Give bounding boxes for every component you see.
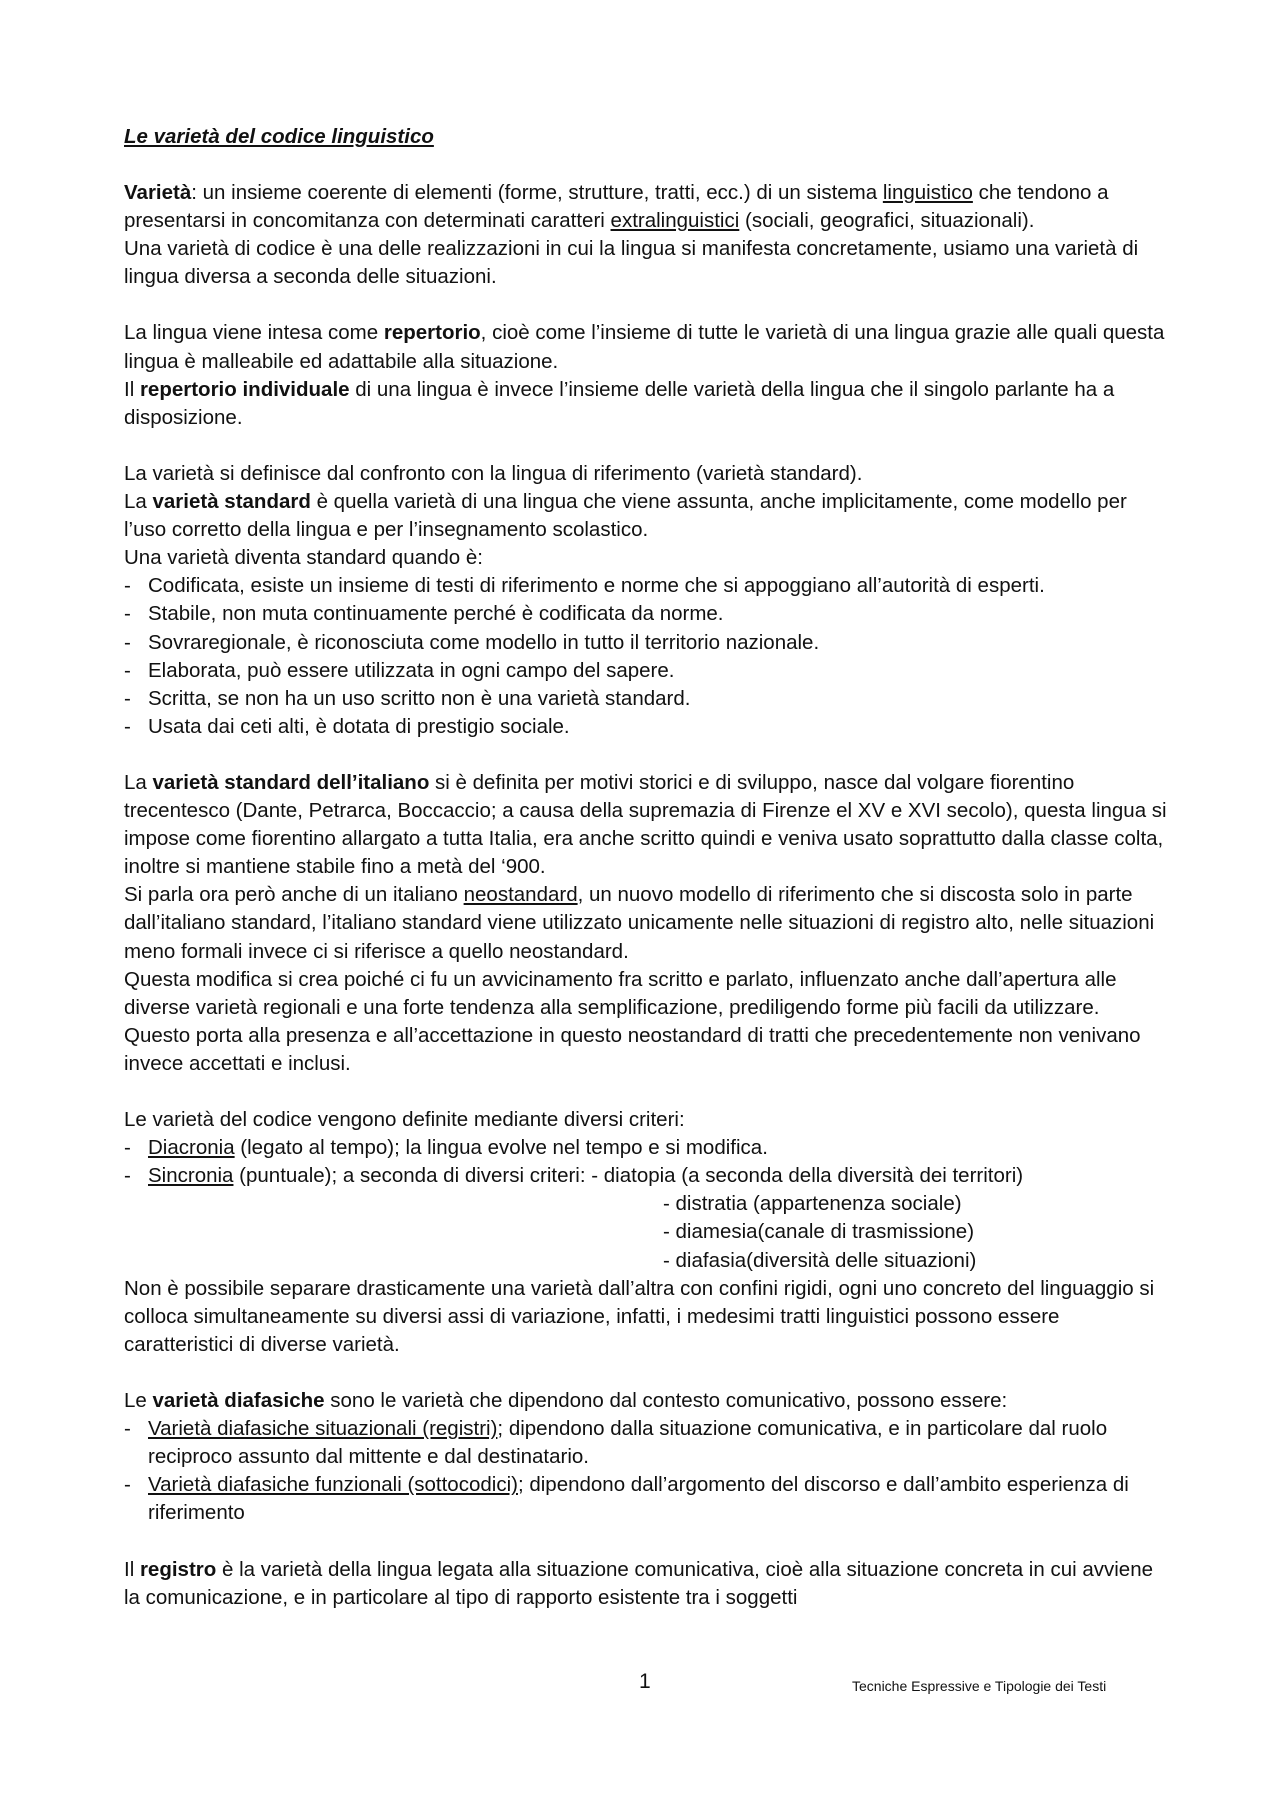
sub-criterion: - distratia (appartenenza sociale) <box>663 1192 962 1216</box>
list-item-diacronia: - Diacronia (legato al tempo); la lingua evolve nel tempo e si modifica. <box>124 1136 768 1160</box>
footer-course-title: Tecniche Espressive e Tipologie dei Testi <box>852 1678 1107 1694</box>
paragraph-varieta-standard: La varietà standard è quella varietà di una lingua che viene assunta, anche implicitamente, come modello per l’uso corretto della lingua e per l’insegnamento scolastico. <box>124 490 1127 542</box>
standard-criteria-list <box>124 572 1170 741</box>
paragraph-diafasiche: Le varietà diafasiche sono le varietà che dipendono dal contesto comunicativo, possono essere: <box>124 1389 1008 1413</box>
paragraph-neostandard: Si parla ora però anche di un italiano neostandard, un nuovo modello di riferimento che si discosta solo in parte dall’italiano standard, l’italiano standard viene utilizzato unicamente nelle situazioni di registro alto, nelle situazioni meno formali invece ci si riferisce a quello neostandard. <box>124 883 1155 963</box>
paragraph-separazione: Non è possibile separare drasticamente una varietà dall’altra con confini rigidi, ogni uno concreto del linguaggio si colloca simultaneamente su diversi assi di variazione, infatti, i medesimi tratti linguistici possono essere caratteristici di diverse varietà. <box>124 1276 1155 1356</box>
term-registri: Varietà diafasiche situazionali (registri) <box>148 1417 498 1441</box>
term-neostandard: neostandard <box>463 883 578 907</box>
term-standard-italiano: varietà standard dell’italiano <box>152 770 430 794</box>
term-diacronia: Diacronia <box>148 1136 235 1160</box>
paragraph-standard-quando: Una varietà diventa standard quando è: <box>124 546 484 570</box>
term-sincronia: Sincronia <box>148 1164 234 1188</box>
term-varieta-diafasiche: varietà diafasiche <box>152 1389 325 1413</box>
document-body <box>124 179 1170 1612</box>
paragraph-varieta-codice: Una varietà di codice è una delle realizzazioni in cui la lingua si manifesta concretamente, usiamo una varietà di lingua diversa a seconda delle situazioni. <box>124 237 1139 289</box>
list-item-registri: - Varietà diafasiche situazionali (registri); dipendono dalla situazione comunicativa, e in particolare dal ruolo reciproco assunto dal mittente e dal destinatario. <box>124 1417 1108 1469</box>
page-number: 1 <box>639 1670 651 1693</box>
term-varieta-standard: varietà standard <box>152 490 311 514</box>
term-repertorio-individuale: repertorio individuale <box>139 377 350 401</box>
list-item: - Codificata, esiste un insieme di testi di riferimento e norme che si appoggiano all’autorità di esperti. <box>124 574 1045 598</box>
term-sottocodici: Varietà diafasiche funzionali (sottocodici) <box>148 1473 518 1497</box>
paragraph-criteri: Le varietà del codice vengono definite mediante diversi criteri: <box>124 1108 685 1132</box>
sub-criterion: - diafasia(diversità delle situazioni) <box>663 1248 977 1272</box>
list-item-sincronia: - Sincronia (puntuale); a seconda di diversi criteri: - diatopia (a seconda della diversità dei territori) <box>124 1164 1024 1188</box>
list-item: - Usata dai ceti alti, è dotata di prestigio sociale. <box>124 714 570 738</box>
list-item: - Stabile, non muta continuamente perché è codificata da norme. <box>124 602 724 626</box>
list-item-sottocodici: - Varietà diafasiche funzionali (sottocodici); dipendono dall’argomento del discorso e dall’ambito esperienza di riferimento <box>124 1473 1129 1525</box>
list-item: - Elaborata, può essere utilizzata in ogni campo del sapere. <box>124 658 675 682</box>
document-title: Le varietà del codice linguistico <box>124 125 434 148</box>
term-varieta: Varietà <box>124 181 192 204</box>
paragraph-standard-italiano: La varietà standard dell’italiano si è definita per motivi storici e di sviluppo, nasce dal volgare fiorentino trecentesco (Dante, Petrarca, Boccaccio; a causa della supremazia di Firenze el XV e XVI secolo), questa lingua si impose come fiorentino allargato a tutta Italia, era anche scritto quindi e veniva usato soprattutto dalla classe colta, inoltre si mantiene stabile fino a metà del ‘900. <box>124 770 1167 879</box>
list-item: - Sovraregionale, è riconosciuta come modello in tutto il territorio nazionale. <box>124 630 820 654</box>
term-linguistico: linguistico <box>882 181 973 204</box>
paragraph-accettazione: Questo porta alla presenza e all’accettazione in questo neostandard di tratti che precedentemente non venivano invece accettati e inclusi. <box>124 1023 1141 1075</box>
paragraph-registro: Il registro è la varietà della lingua legata alla situazione comunicativa, cioè alla situazione concreta in cui avviene la comunicazione, e in particolare al tipo di rapporto esistente tra i soggetti <box>124 1557 1154 1609</box>
term-registro: registro <box>139 1557 217 1581</box>
sub-criterion: - diamesia(canale di trasmissione) <box>663 1220 975 1244</box>
list-item: - Scritta, se non ha un uso scritto non è una varietà standard. <box>124 686 691 710</box>
term-repertorio: repertorio <box>383 321 481 345</box>
paragraph-varieta-definition: Varietà: un insieme coerente di elementi (forme, strutture, tratti, ecc.) di un sistema linguistico che tendono a presentarsi in concomitanza con determinati caratteri extralinguistici (sociali, geografici, situazionali). <box>124 181 1109 233</box>
paragraph-repertorio: La lingua viene intesa come repertorio, cioè come l’insieme di tutte le varietà di una lingua grazie alle quali questa lingua è malleabile ed adattabile alla situazione. <box>124 321 1165 373</box>
paragraph-repertorio-individuale: Il repertorio individuale di una lingua è invece l’insieme delle varietà della lingua che il singolo parlante ha a disposizione. <box>124 377 1115 429</box>
paragraph-modifica: Questa modifica si crea poiché ci fu un avvicinamento fra scritto e parlato, influenzato anche dall’apertura alle diverse varietà regionali e una forte tendenza alla semplificazione, prediligendo forme più facili da utilizzare. <box>124 967 1117 1019</box>
term-extralinguistici: extralinguistici <box>610 209 740 233</box>
paragraph-confronto: La varietà si definisce dal confronto con la lingua di riferimento (varietà standard). <box>124 461 863 485</box>
